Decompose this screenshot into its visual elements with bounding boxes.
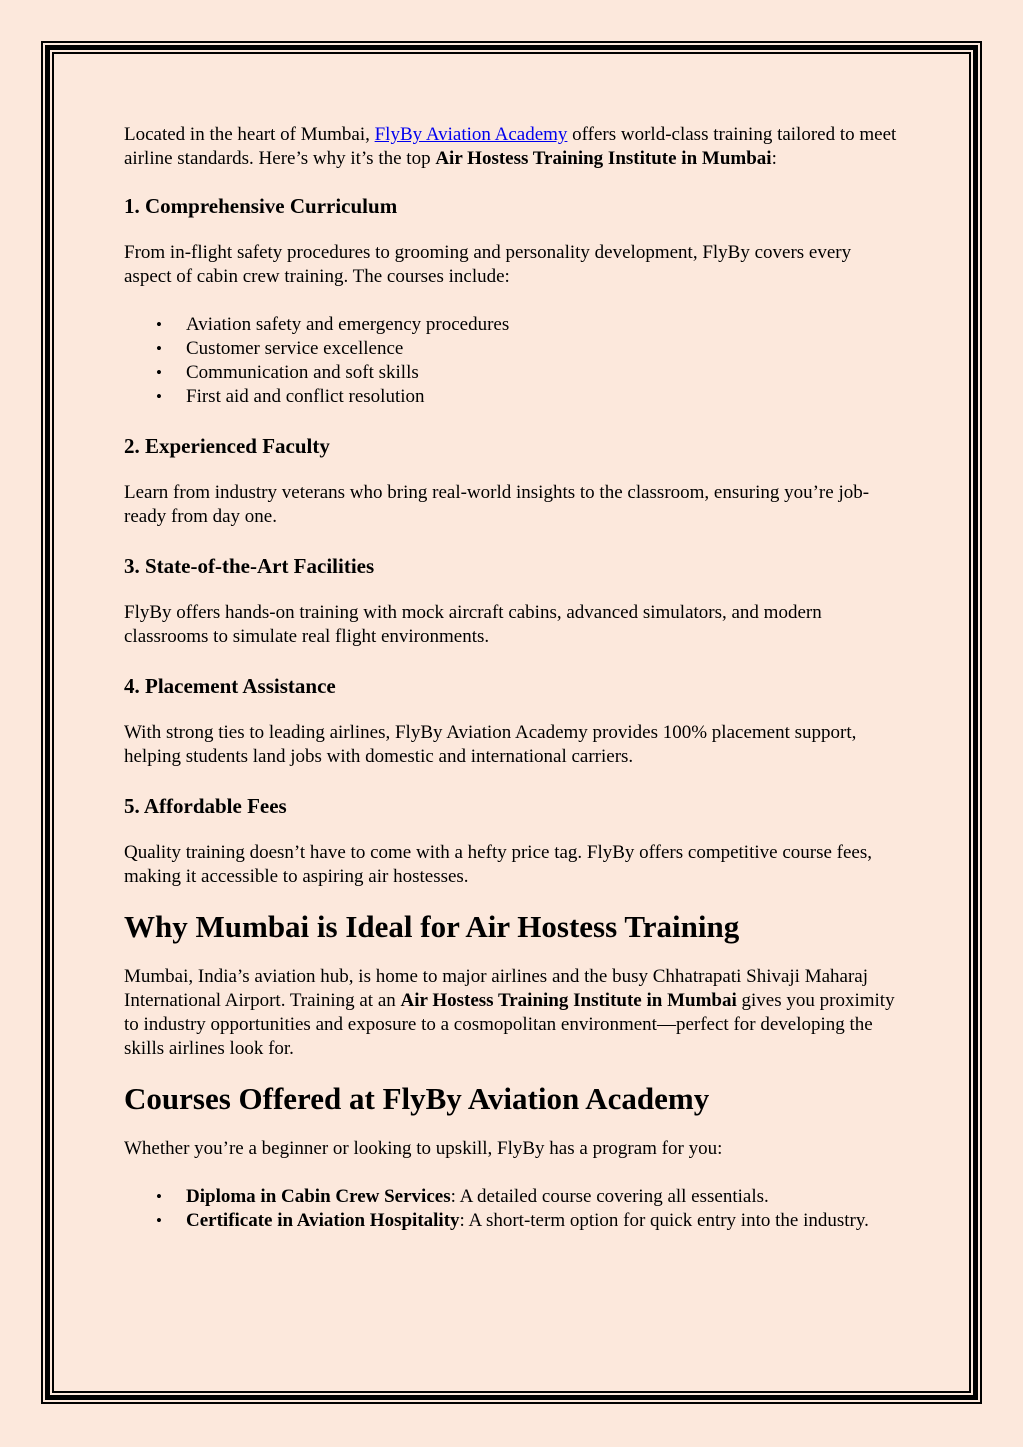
- why-mumbai-paragraph: [124, 965, 899, 1061]
- section-heading-facilities: 3. State-of-the-Art Facilities: [124, 554, 375, 578]
- section-body-curriculum: From in-flight safety procedures to grooming and personality development, FlyBy covers every aspect of cabin crew training. The courses include:: [124, 242, 852, 287]
- why-mumbai-bold-keyword: Air Hostess Training Institute in Mumbai: [400, 990, 737, 1011]
- section-heading-placement: 4. Placement Assistance: [124, 674, 336, 698]
- curriculum-list: [124, 313, 899, 409]
- course-desc: : A detailed course covering all essentials.: [450, 1186, 769, 1207]
- intro-bold-keyword: Air Hostess Training Institute in Mumbai: [435, 148, 772, 169]
- section-body-fees: Quality training doesn’t have to come with a hefty price tag. FlyBy offers competitive course fees, making it accessible to aspiring air hostesses.: [124, 842, 873, 887]
- course-desc: : A short-term option for quick entry into the industry.: [459, 1210, 869, 1231]
- section-body-placement: With strong ties to leading airlines, FlyBy Aviation Academy provides 100% placement support, helping students land jobs with domestic and international carriers.: [124, 722, 857, 767]
- section-heading-curriculum: 1. Comprehensive Curriculum: [124, 194, 398, 218]
- list-item: • Customer service excellence: [186, 337, 899, 361]
- why-mumbai-text-1: Mumbai, India’s aviation hub, is home to major airlines and the busy Chhatrapati Shivaji Maharaj International Airport. Training at an: [124, 966, 869, 1011]
- intro-text-3: :: [771, 148, 777, 169]
- list-item: [186, 1185, 899, 1209]
- list-item: • First aid and conflict resolution: [186, 385, 899, 409]
- courses-intro: Whether you’re a beginner or looking to upskill, FlyBy has a program for you:: [124, 1138, 723, 1159]
- courses-list: [124, 1185, 899, 1233]
- intro-text-1: Located in the heart of Mumbai,: [124, 124, 375, 145]
- section-body-faculty: Learn from industry veterans who bring real-world insights to the classroom, ensuring you’re job-ready from day one.: [124, 482, 870, 527]
- list-item: [186, 1209, 899, 1233]
- document-body: [124, 123, 899, 1233]
- list-item: • Communication and soft skills: [186, 361, 899, 385]
- list-item: • Aviation safety and emergency procedures: [186, 313, 899, 337]
- flyby-academy-link[interactable]: FlyBy Aviation Academy: [374, 124, 568, 145]
- course-name: Certificate in Aviation Hospitality: [186, 1210, 460, 1231]
- heading-courses: Courses Offered at FlyBy Aviation Academy: [124, 1081, 710, 1116]
- section-body-facilities: FlyBy offers hands-on training with mock aircraft cabins, advanced simulators, and modern classrooms to simulate real flight environments.: [124, 602, 822, 647]
- section-heading-faculty: 2. Experienced Faculty: [124, 434, 330, 458]
- section-heading-fees: 5. Affordable Fees: [124, 794, 287, 818]
- course-name: Diploma in Cabin Crew Services: [186, 1186, 451, 1207]
- intro-paragraph: [124, 123, 899, 171]
- intro-text-2: offers world-class training tailored to meet airline standards. Here’s why it’s the top: [124, 124, 897, 169]
- why-mumbai-text-2: gives you proximity to industry opportunities and exposure to a cosmopolitan environment—perfect for developing the skills airlines look for.: [124, 990, 895, 1059]
- heading-why-mumbai: Why Mumbai is Ideal for Air Hostess Training: [124, 909, 740, 944]
